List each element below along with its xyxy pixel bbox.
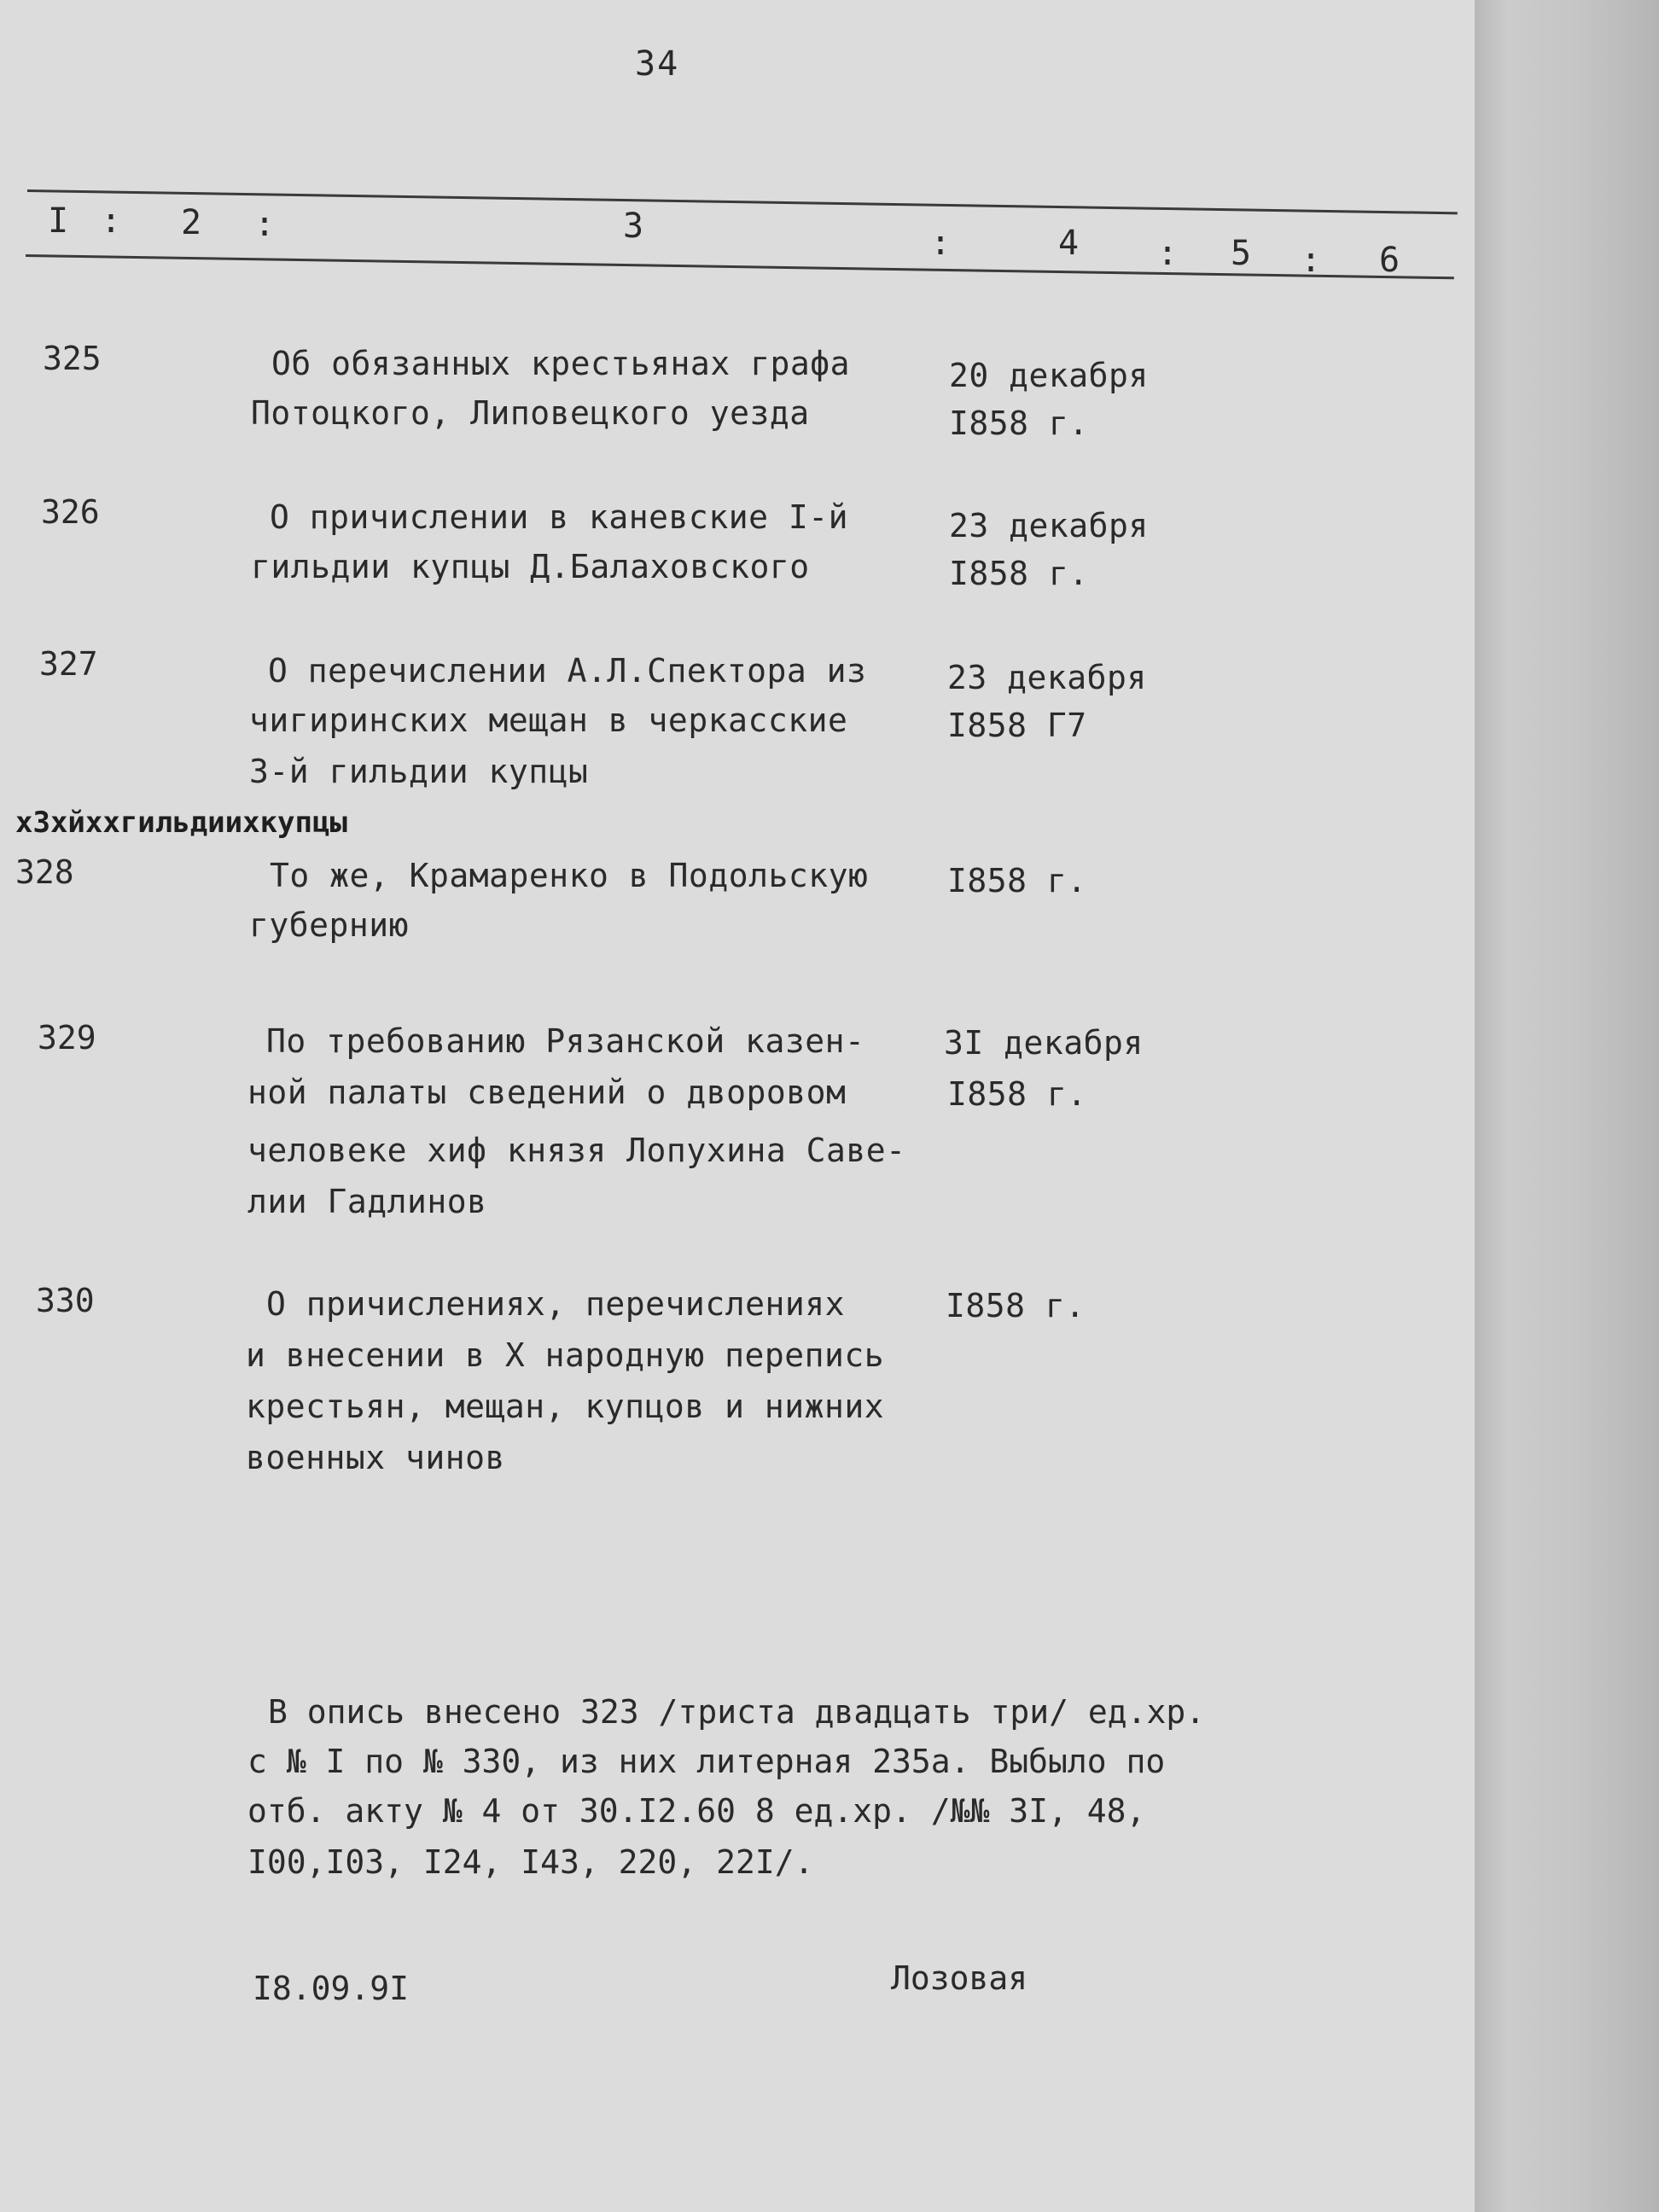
row-title-line: губернию xyxy=(249,906,410,944)
row-date-line: I858 г. xyxy=(947,862,1087,899)
summary-line: отб. акту № 4 от 30.I2.60 8 ед.хр. /№№ 3I, 48, xyxy=(247,1792,1146,1830)
row-number: 326 xyxy=(41,493,100,531)
summary-line: с № I по № 330, из них литерная 235а. Выбыло по xyxy=(247,1743,1166,1780)
row-date-line: I858 г. xyxy=(946,1287,1086,1324)
row-title-line: военных чинов xyxy=(246,1439,505,1476)
signing-date: I8.09.9I xyxy=(253,1970,410,2007)
summary-line: I00,I03, I24, I43, 220, 22I/. xyxy=(247,1843,814,1881)
row-title-line: По требованию Рязанской казен- xyxy=(266,1022,865,1060)
row-date-line: 20 декабря xyxy=(949,357,1149,394)
row-title-line: лии Гадлинов xyxy=(247,1183,487,1220)
row-number: 325 xyxy=(43,340,102,377)
page-number: 34 xyxy=(635,44,680,84)
row-title-line: 3-й гильдии купцы xyxy=(249,753,589,790)
column-header-6: 6 xyxy=(1379,241,1400,280)
row-date-line: I858 г. xyxy=(947,1075,1087,1113)
struck-out-text: xЗxйxxгильдииxкупцы xyxy=(15,806,347,840)
column-header-4: 4 xyxy=(1058,224,1080,263)
row-title-line: О перечислении А.Л.Спектора из xyxy=(268,652,867,690)
row-number: 330 xyxy=(36,1282,95,1319)
column-separator: : xyxy=(1157,234,1179,273)
adjacent-page-edge xyxy=(1475,0,1659,2212)
column-header-2: 2 xyxy=(181,203,202,242)
row-number: 328 xyxy=(15,853,74,891)
row-date-line: 3I декабря xyxy=(944,1024,1144,1062)
column-separator: : xyxy=(101,201,122,241)
row-title-line: Об обязанных крестьянах графа xyxy=(271,345,850,382)
row-title-line: человеке xиф князя Лопухина Саве- xyxy=(247,1132,906,1169)
row-date-line: I858 г. xyxy=(949,405,1089,442)
column-separator: : xyxy=(930,224,952,263)
row-number: 327 xyxy=(39,645,98,683)
row-title-line: О причислениях, перечислениях xyxy=(266,1285,845,1323)
table-header-top-rule xyxy=(27,189,1458,214)
column-separator: : xyxy=(254,205,276,244)
summary-line: В опись внесено 323 /триста двадцать три/ ед.хр. xyxy=(268,1693,1206,1731)
signature-name: Лозовая xyxy=(891,1959,1028,1997)
row-title-line: ной палаты сведений о дворовом xyxy=(247,1074,847,1111)
row-title-line: То же, Крамаренко в Подольскую xyxy=(270,857,869,894)
column-header-3: 3 xyxy=(623,207,644,246)
column-header-1: I xyxy=(48,201,69,241)
column-header-5: 5 xyxy=(1231,234,1252,273)
row-number: 329 xyxy=(38,1019,96,1057)
row-date-line: I858 г. xyxy=(949,555,1089,592)
row-date-line: 23 декабря xyxy=(947,659,1147,696)
row-date-line: I858 Г7 xyxy=(947,707,1087,744)
row-title-line: Потоцкого, Липовецкого уезда xyxy=(251,394,810,432)
row-date-line: 23 декабря xyxy=(949,507,1149,544)
row-title-line: О причислении в каневские I-й xyxy=(270,498,848,536)
row-title-line: и внесении в Х народную перепись xyxy=(246,1336,885,1374)
row-title-line: гильдии купцы Д.Балаховского xyxy=(251,548,810,585)
row-title-line: крестьян, мещан, купцов и нижних xyxy=(246,1388,885,1425)
column-separator: : xyxy=(1301,241,1322,280)
row-title-line: чигиринских мещан в черкасские xyxy=(249,701,848,739)
